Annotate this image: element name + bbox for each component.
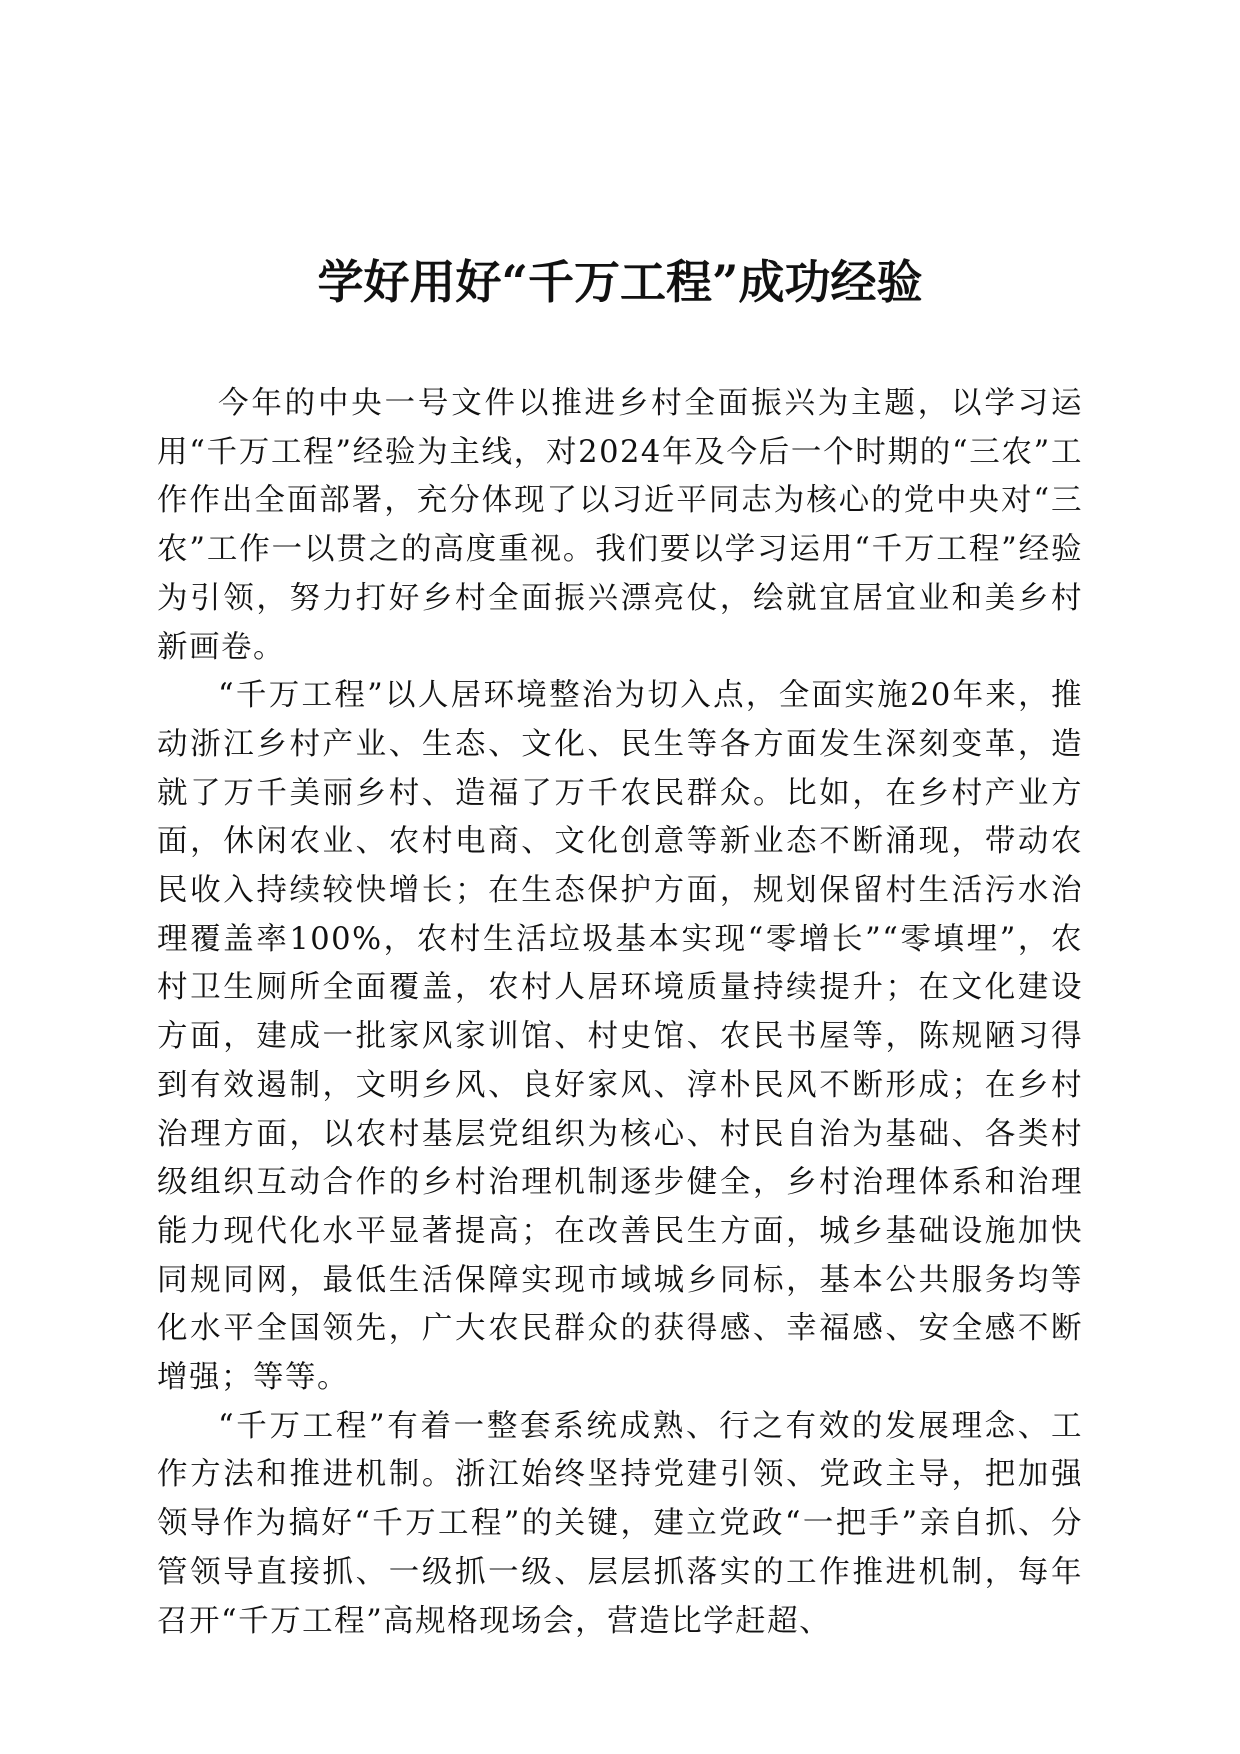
paragraph-3: “千万工程”有着一整套系统成熟、行之有效的发展理念、工作方法和推进机制。浙江始终坚持党建引领、党政主导，把加强领导作为搞好“千万工程”的关键，建立党政“一把手”亲自抓、分管领导直接抓、一级抓一级、层层抓落实的工作推进机制，每年召开“千万工程”高规格现场会，营造比学赶超、 [157,1408,1083,1639]
paragraph-1: 今年的中央一号文件以推进乡村全面振兴为主题，以学习运用“千万工程”经验为主线，对2024年及今后一个时期的“三农”工作作出全面部署，充分体现了以习近平同志为核心的党中央对“三农”工作一以贯之的高度重视。我们要以学习运用“千万工程”经验为引领，努力打好乡村全面振兴漂亮仗，绘就宜居宜业和美乡村新画卷。 [157,386,1083,665]
paragraph-2: “千万工程”以人居环境整治为切入点，全面实施20年来，推动浙江乡村产业、生态、文化、民生等各方面发生深刻变革，造就了万千美丽乡村、造福了万千农民群众。比如，在乡村产业方面，休闲农业、农村电商、文化创意等新业态不断涌现，带动农民收入持续较快增长；在生态保护方面，规划保留村生活污水治理覆盖率100%，农村生活垃圾基本实现“零增长”“零填埋”，农村卫生厕所全面覆盖，农村人居环境质量持续提升；在文化建设方面，建成一批家风家训馆、村史馆、农民书屋等，陈规陋习得到有效遏制，文明乡风、良好家风、淳朴民风不断形成；在乡村治理方面，以农村基层党组织为核心、村民自治为基础、各类村级组织互动合作的乡村治理机制逐步健全，乡村治理体系和治理能力现代化水平显著提高；在改善民生方面，城乡基础设施加快同规同网，最低生活保障实现市域城乡同标，基本公共服务均等化水平全国领先，广大农民群众的获得感、幸福感、安全感不断增强；等等。 [157,678,1083,1396]
document-title: 学好用好“千万工程”成功经验 [317,255,923,309]
document-body [157,380,1083,1646]
